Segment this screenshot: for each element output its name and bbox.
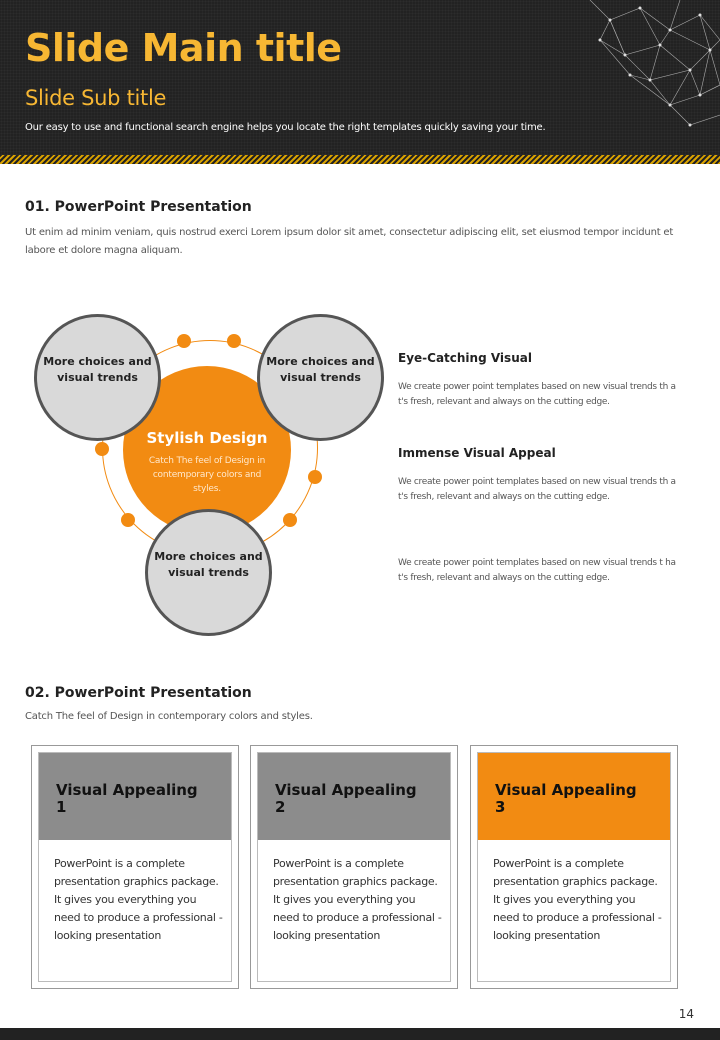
- page-number: 14: [678, 1007, 694, 1021]
- section1-title: 01. PowerPoint Presentation: [25, 199, 252, 215]
- choice-circle-right: [257, 314, 384, 441]
- footer-bar: [0, 1028, 720, 1040]
- card-text: PowerPoint is a complete presentation graphics package. It gives you everything you need to produce a professional - looking presentation: [493, 857, 662, 942]
- section1-text: Ut enim ad minim veniam, quis nostrud exerci Lorem ipsum dolor sit amet, consectetur adipiscing elit, set eiusmod tempor incidunt et labore et dolore magna aliquam.: [25, 227, 674, 256]
- hatched-divider: [0, 155, 720, 164]
- orbit-dot: [95, 442, 109, 456]
- header-description: Our easy to use and functional search engine helps you locate the right templates quickly saving your time.: [25, 122, 546, 133]
- card-text: PowerPoint is a complete presentation graphics package. It gives you everything you need to produce a professional - looking presentation: [273, 857, 442, 942]
- network-graphic: [580, 0, 720, 130]
- card-frame: [257, 752, 451, 982]
- header-banner: [0, 0, 720, 155]
- choice-circle-label: More choices and visual trends: [266, 355, 375, 384]
- card-text: PowerPoint is a complete presentation graphics package. It gives you everything you need to produce a professional - looking presentation: [54, 857, 223, 942]
- card-title: Visual Appealing 1: [56, 781, 198, 816]
- orbit-dot: [227, 334, 241, 348]
- section2-text: Catch The feel of Design in contemporary colors and styles.: [25, 711, 313, 722]
- choice-circle-label: More choices and visual trends: [154, 550, 263, 579]
- choice-circle-left: [34, 314, 161, 441]
- center-text: Catch The feel of Design in contemporary colors and styles.: [148, 456, 266, 494]
- card-header: [39, 753, 231, 840]
- card-3: [470, 745, 678, 989]
- feature-text: We create power point templates based on new visual trends t hat's fresh, relevant and always on the cutting edge.: [398, 558, 676, 583]
- section2-title: 02. PowerPoint Presentation: [25, 685, 252, 701]
- feature-text: We create power point templates based on new visual trends th at's fresh, relevant and always on the cutting edge.: [398, 382, 676, 407]
- orbit-dot: [177, 334, 191, 348]
- card-frame: [38, 752, 232, 982]
- feature-title: Eye-Catching Visual: [398, 351, 532, 365]
- sub-title: Slide Sub title: [25, 86, 167, 110]
- orbit-dot: [283, 513, 297, 527]
- main-title: Slide Main title: [25, 26, 342, 70]
- orbit-dot: [121, 513, 135, 527]
- card-title: Visual Appealing 2: [275, 781, 417, 816]
- center-title: Stylish Design: [146, 429, 268, 447]
- feature-title: Immense Visual Appeal: [398, 446, 556, 460]
- choice-circle-bottom: [145, 509, 272, 636]
- feature-text: We create power point templates based on new visual trends th at's fresh, relevant and always on the cutting edge.: [398, 477, 676, 502]
- card-header: [478, 753, 670, 840]
- card-1: [31, 745, 239, 989]
- orbit-dot: [308, 470, 322, 484]
- choice-circle-label: More choices and visual trends: [43, 355, 152, 384]
- card-header: [258, 753, 450, 840]
- card-title: Visual Appealing 3: [495, 781, 637, 816]
- card-frame: [477, 752, 671, 982]
- card-2: [250, 745, 458, 989]
- circle-diagram: [0, 290, 390, 650]
